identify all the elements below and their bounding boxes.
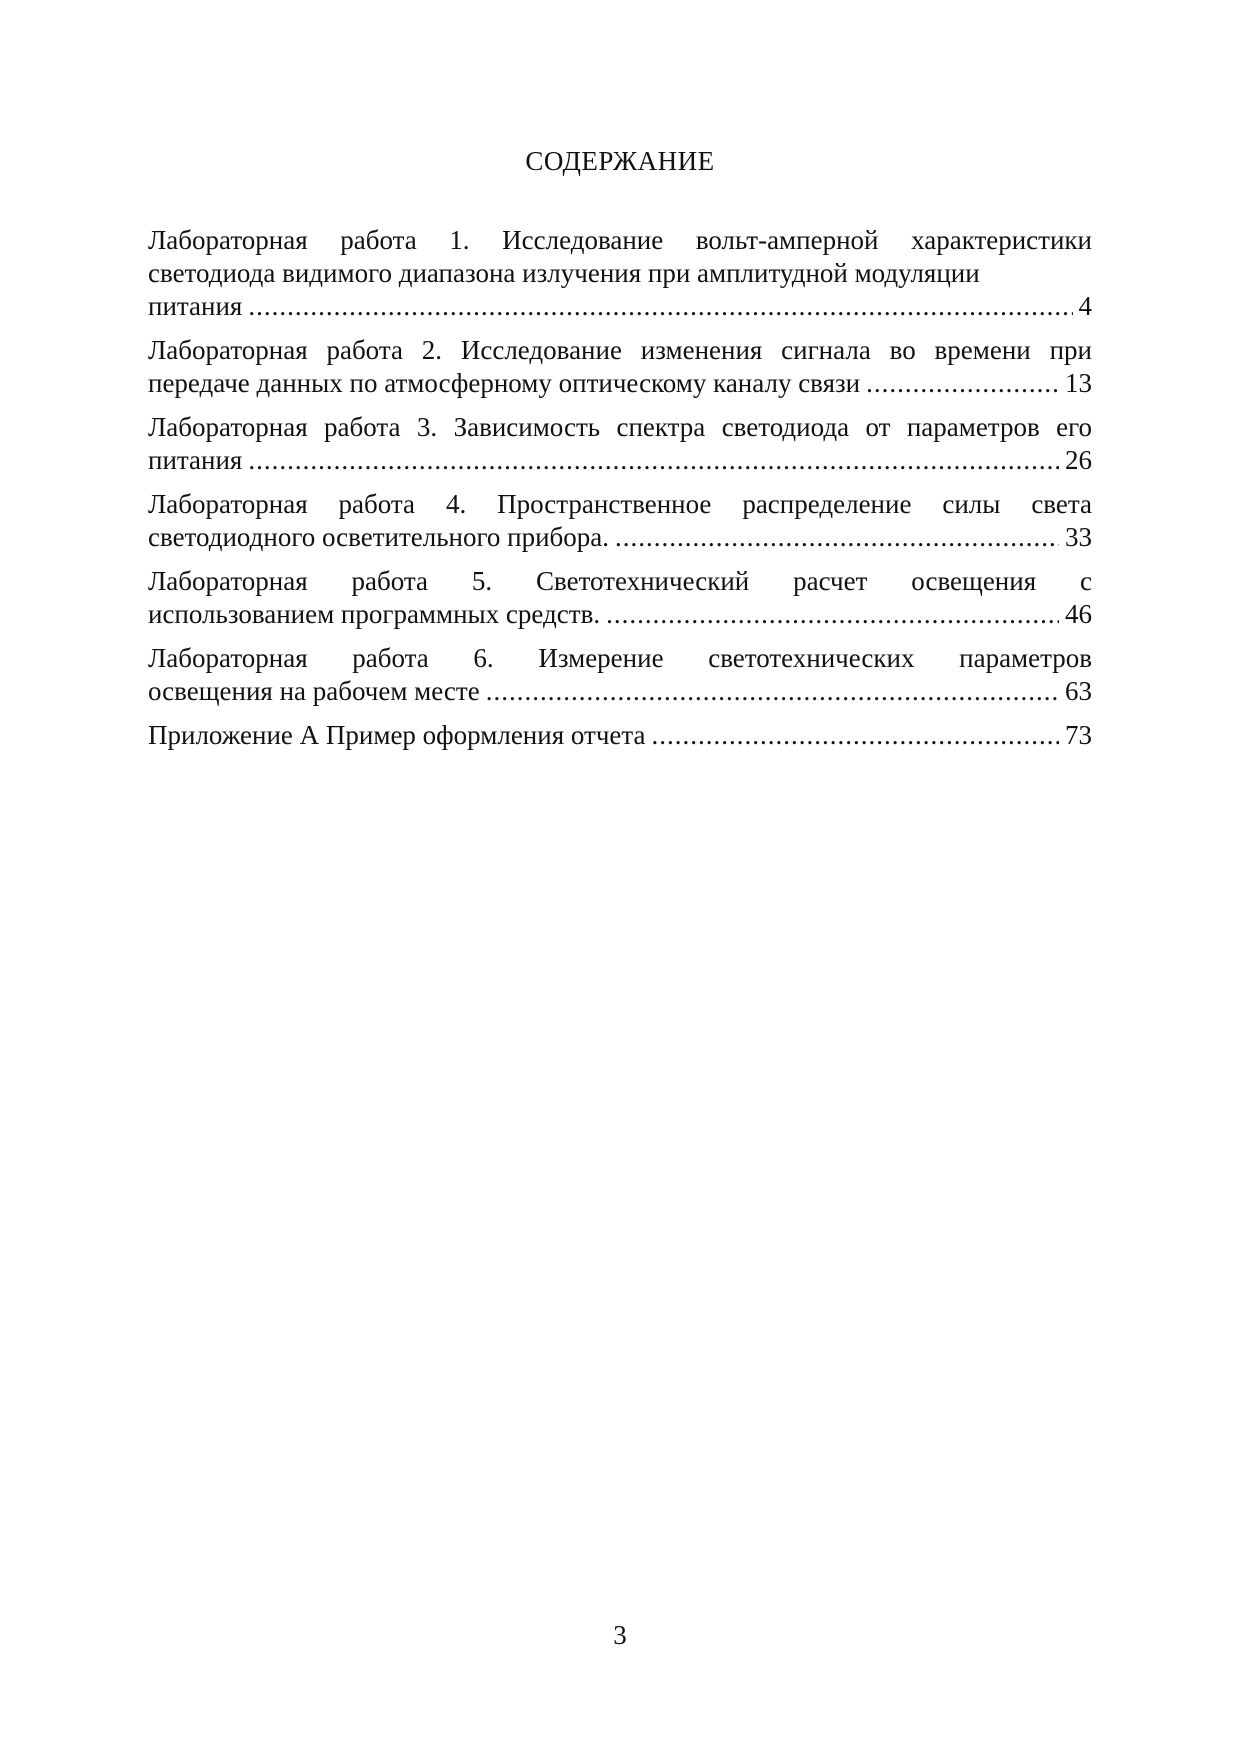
toc-entry-title-end: Приложение А Пример оформления отчета: [148, 720, 646, 750]
page-title: СОДЕРЖАНИЕ: [525, 146, 715, 176]
toc-entry-title: Лабораторная работа 5. Светотехнический расчет освещения с: [148, 566, 1092, 596]
toc-entry-last-line: [148, 521, 1092, 554]
toc-leader-dots: [615, 521, 1059, 554]
toc-page-number: 33: [1065, 522, 1092, 552]
toc-page-number: 73: [1065, 720, 1092, 750]
toc-entry-last-line: [148, 675, 1092, 708]
toc-entry-last-line: [148, 290, 1092, 323]
toc-page-number: 63: [1065, 676, 1092, 706]
toc-page-number: 4: [1078, 291, 1092, 321]
toc-entry-6[interactable]: [148, 642, 1092, 708]
toc-leader-dots: [866, 367, 1059, 400]
page-number: 3: [613, 1620, 627, 1650]
toc-entry-title: Лабораторная работа 3. Зависимость спектра светодиода от параметров его: [148, 412, 1092, 442]
toc-entry-last-line: [148, 598, 1092, 631]
toc-entry-title: Лабораторная работа 4. Пространственное распределение силы света: [148, 489, 1092, 519]
toc-entry-title: Лабораторная работа 6. Измерение светотехнических параметров: [148, 643, 1092, 673]
toc-entry-title: Лабораторная работа 2. Исследование изменения сигнала во времени при: [148, 335, 1092, 365]
toc-leader-dots: [652, 719, 1060, 752]
toc-entry-title-end: питания: [148, 445, 243, 475]
toc-page-number: 46: [1065, 599, 1092, 629]
toc-entry-3[interactable]: [148, 411, 1092, 477]
toc-entry-2[interactable]: [148, 334, 1092, 400]
toc-entry-title-end: питания: [148, 291, 243, 321]
toc-entry-title-end: передаче данных по атмосферному оптическому каналу связи: [148, 368, 861, 398]
toc-entry-title: Лабораторная работа 1. Исследование вольт-амперной характеристики светодиода видимого диапазона излучения при амплитудной модуляции: [148, 225, 1092, 288]
toc-entry-5[interactable]: [148, 565, 1092, 631]
table-of-contents: [148, 224, 1092, 763]
toc-entry-title-end: светодиодного осветительного прибора.: [148, 522, 609, 552]
toc-entry-last-line: [148, 719, 1092, 752]
toc-leader-dots: [248, 290, 1072, 323]
toc-entry-1[interactable]: [148, 224, 1092, 323]
toc-leader-dots: [606, 598, 1059, 631]
toc-leader-dots: [248, 444, 1059, 477]
toc-entry-last-line: [148, 444, 1092, 477]
toc-entry-title-end: освещения на рабочем месте: [148, 676, 480, 706]
toc-entry-last-line: [148, 367, 1092, 400]
toc-entry-4[interactable]: [148, 488, 1092, 554]
toc-entry-appendix[interactable]: [148, 719, 1092, 752]
toc-leader-dots: [486, 675, 1059, 708]
toc-entry-title-end: использованием программных средств.: [148, 599, 601, 629]
toc-page-number: 13: [1065, 368, 1092, 398]
toc-page-number: 26: [1065, 445, 1092, 475]
